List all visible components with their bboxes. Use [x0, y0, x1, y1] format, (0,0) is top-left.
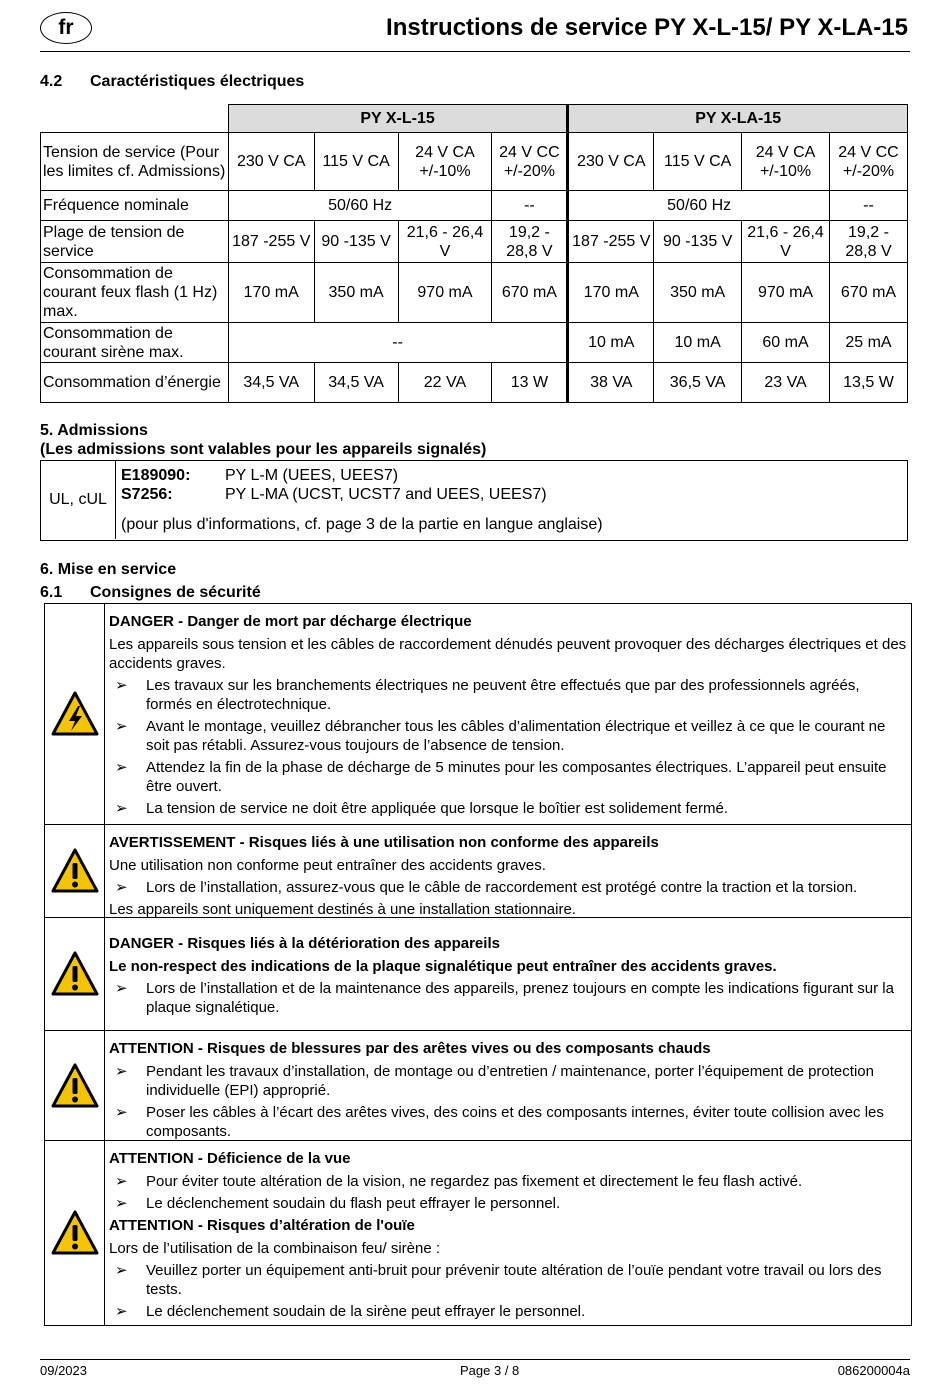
safety-notices-table — [44, 603, 912, 1326]
list-item — [109, 799, 907, 818]
table-row — [41, 363, 908, 403]
bullet-arrow-icon: ➢ — [115, 718, 128, 735]
table-cell: 22 VA — [398, 363, 492, 403]
table-cell: 24 V CC +/-20% — [829, 133, 907, 191]
bullet-text: La tension de service ne doit être appliquée que lorsque le boîtier est solidement fermé. — [146, 800, 729, 817]
electric-hazard-icon — [51, 690, 99, 738]
safety-outro: Les appareils sont uniquement destinés à une installation stationnaire. — [109, 901, 576, 918]
row-label: Tension de service (Pour les limites cf. Admissions) — [41, 133, 229, 191]
general-warning-icon — [51, 1209, 99, 1257]
table-cell: 21,6 - 26,4 V — [398, 221, 492, 263]
list-item — [109, 758, 907, 796]
list-item — [109, 1261, 907, 1299]
safety-intro: Une utilisation non conforme peut entraîner des accidents graves. — [109, 857, 546, 874]
bullet-arrow-icon: ➢ — [115, 1063, 128, 1080]
bullet-text: Pendant les travaux d’installation, de montage ou d’entretien / maintenance, porter l’équipement de protection individuelle (EPI) approprié. — [146, 1063, 874, 1099]
table-cell: 170 mA — [568, 263, 654, 323]
bullet-arrow-icon: ➢ — [115, 1262, 128, 1279]
bullet-text: Pour éviter toute altération de la vision, ne regardez pas fixement et directement le feu flash activé. — [146, 1173, 803, 1190]
table-cell: 670 mA — [829, 263, 907, 323]
electrical-specs-table — [40, 104, 908, 403]
list-item — [109, 979, 907, 1017]
safety-text — [105, 825, 911, 917]
table-cell: 24 V CA +/-10% — [398, 133, 492, 191]
row-label: Plage de tension de service — [41, 221, 229, 263]
safety-row — [45, 604, 911, 824]
table-cell: 970 mA — [398, 263, 492, 323]
safety-text — [105, 604, 911, 824]
table-cell: 19,2 - 28,8 V — [829, 221, 907, 263]
admission-text: PY L-M (UEES, UEES7) — [225, 467, 399, 484]
table-cell: 23 VA — [742, 363, 830, 403]
list-item — [109, 1302, 907, 1321]
section-number: 4.2 — [40, 73, 63, 90]
table-cell: 670 mA — [492, 263, 568, 323]
admission-entry — [121, 486, 547, 504]
bullet-text: Attendez la fin de la phase de décharge de 5 minutes pour les composantes électriques. L’appareil peut ensuite être ouvert. — [146, 759, 887, 795]
table-cell: 38 VA — [568, 363, 654, 403]
bullet-arrow-icon: ➢ — [115, 1195, 128, 1212]
admissions-subtitle: (Les admissions sont valables pour les appareils signalés) — [40, 441, 487, 458]
safety-intro: Lors de l’utilisation de la combinaison feu/ sirène : — [109, 1240, 441, 1257]
admission-text: PY L-MA (UCST, UCST7 and UEES, UEES7) — [225, 486, 547, 503]
table-cell: -- — [829, 191, 907, 221]
table-row — [41, 263, 908, 323]
safety-intro: Le non-respect des indications de la plaque signalétique peut entraîner des accidents graves. — [109, 958, 777, 975]
table-cell: 25 mA — [829, 323, 907, 363]
table-cell: 970 mA — [742, 263, 830, 323]
table-cell: 34,5 VA — [228, 363, 314, 403]
table-cell: 13 W — [492, 363, 568, 403]
safety-icon-cell — [45, 918, 105, 1030]
table-row — [41, 133, 908, 191]
admission-code: S7256: — [121, 486, 173, 503]
page-footer — [40, 1359, 910, 1381]
safety-row — [45, 917, 911, 1030]
list-item — [109, 1172, 907, 1191]
list-item — [109, 1062, 907, 1100]
bullet-arrow-icon: ➢ — [115, 879, 128, 896]
group-header-la: PY X-LA-15 — [568, 105, 908, 133]
table-cell: 230 V CA — [568, 133, 654, 191]
safety-title: DANGER - Danger de mort par décharge électrique — [109, 613, 472, 630]
bullet-arrow-icon: ➢ — [115, 1104, 128, 1121]
safety-title: ATTENTION - Risques de blessures par des arêtes vives ou des composants chauds — [109, 1040, 711, 1057]
table-cell: -- — [228, 323, 568, 363]
table-cell: 230 V CA — [228, 133, 314, 191]
row-label: Consommation de courant sirène max. — [41, 323, 229, 363]
admission-entry — [121, 467, 398, 485]
section-6-heading: 6. Mise en service — [40, 561, 177, 578]
list-item — [109, 676, 907, 714]
page-header — [40, 10, 910, 52]
bullet-arrow-icon: ➢ — [115, 800, 128, 817]
table-cell: 34,5 VA — [314, 363, 398, 403]
table-cell: 350 mA — [314, 263, 398, 323]
table-cell: 90 -135 V — [314, 221, 398, 263]
safety-row — [45, 1140, 911, 1325]
table-cell: 187 -255 V — [228, 221, 314, 263]
table-cell: 24 V CC +/-20% — [492, 133, 568, 191]
table-cell: 60 mA — [742, 323, 830, 363]
safety-icon-cell — [45, 1031, 105, 1140]
list-item — [109, 1194, 907, 1213]
table-header-row — [41, 105, 908, 133]
safety-text — [105, 1031, 911, 1140]
safety-row — [45, 824, 911, 917]
table-cell: 19,2 - 28,8 V — [492, 221, 568, 263]
safety-title: ATTENTION - Déficience de la vue — [109, 1150, 351, 1167]
safety-title: ATTENTION - Risques d’altération de l'ouïe — [109, 1217, 415, 1234]
bullet-text: Les travaux sur les branchements électriques ne peuvent être effectués que par des professionnels agréés, formés en électrotechnique. — [146, 677, 860, 713]
table-cell: 50/60 Hz — [228, 191, 492, 221]
safety-icon-cell — [45, 604, 105, 824]
document-title: Instructions de service PY X-L-15/ PY X-LA-15 — [386, 14, 908, 41]
list-item — [109, 1103, 907, 1141]
table-cell: 24 V CA +/-10% — [742, 133, 830, 191]
empty-corner — [41, 105, 229, 133]
safety-icon-cell — [45, 1141, 105, 1325]
table-cell: 10 mA — [568, 323, 654, 363]
table-row — [41, 323, 908, 363]
footer-page-number: Page 3 / 8 — [460, 1363, 520, 1378]
table-row — [41, 191, 908, 221]
safety-intro: Les appareils sous tension et les câbles de raccordement dénudés peuvent provoquer des décharges électriques et des accidents graves. — [109, 636, 907, 672]
language-badge: fr — [40, 12, 92, 44]
bullet-arrow-icon: ➢ — [115, 980, 128, 997]
section-6-1-heading — [40, 584, 261, 602]
safety-row — [45, 1030, 911, 1140]
table-cell: 13,5 W — [829, 363, 907, 403]
safety-title: DANGER - Risques liés à la détérioration des appareils — [109, 935, 500, 952]
bullet-arrow-icon: ➢ — [115, 759, 128, 776]
section-number: 6.1 — [40, 584, 63, 601]
table-cell: 170 mA — [228, 263, 314, 323]
table-cell: 187 -255 V — [568, 221, 654, 263]
section-title: Consignes de sécurité — [90, 584, 261, 601]
admissions-box — [40, 460, 908, 541]
table-cell: 115 V CA — [654, 133, 742, 191]
section-title: Caractéristiques électriques — [90, 73, 305, 90]
general-warning-icon — [51, 1062, 99, 1110]
section-4-2-heading — [40, 73, 304, 91]
table-cell: 90 -135 V — [654, 221, 742, 263]
footer-document-code: 086200004a — [837, 1363, 910, 1378]
bullet-arrow-icon: ➢ — [115, 677, 128, 694]
section-5-heading: 5. Admissions — [40, 422, 148, 439]
bullet-text: Lors de l’installation, assurez-vous que le câble de raccordement est protégé contre la traction et la torsion. — [146, 879, 858, 896]
table-cell: 10 mA — [654, 323, 742, 363]
bullet-text: Avant le montage, veuillez débrancher tous les câbles d’alimentation électrique et veillez à ce que le courant ne soit pas rétabli. Assurez-vous toujours de l’absence de tension. — [146, 718, 886, 754]
admissions-note: (pour plus d'informations, cf. page 3 de la partie en langue anglaise) — [121, 516, 603, 533]
row-label: Consommation d’énergie — [41, 363, 229, 403]
general-warning-icon — [51, 950, 99, 998]
footer-date: 09/2023 — [40, 1363, 87, 1378]
admission-code: E189090: — [121, 467, 191, 484]
safety-text — [105, 1141, 911, 1325]
bullet-text: Poser les câbles à l’écart des arêtes vives, des coins et des composants internes, éviter toute collision avec les composants. — [146, 1104, 884, 1140]
table-cell: 36,5 VA — [654, 363, 742, 403]
safety-text — [105, 918, 911, 1030]
bullet-arrow-icon: ➢ — [115, 1303, 128, 1320]
bullet-arrow-icon: ➢ — [115, 1173, 128, 1190]
list-item — [109, 717, 907, 755]
general-warning-icon — [51, 847, 99, 895]
safety-icon-cell — [45, 825, 105, 917]
group-header-l: PY X-L-15 — [228, 105, 568, 133]
table-cell: 350 mA — [654, 263, 742, 323]
table-cell: 115 V CA — [314, 133, 398, 191]
bullet-text: Le déclenchement soudain de la sirène peut effrayer le personnel. — [146, 1303, 586, 1320]
table-row — [41, 221, 908, 263]
row-label: Consommation de courant feux flash (1 Hz) max. — [41, 263, 229, 323]
bullet-text: Le déclenchement soudain du flash peut effrayer le personnel. — [146, 1195, 561, 1212]
bullet-text: Lors de l’installation et de la maintenance des appareils, prenez toujours en compte les indications figurant sur la plaque signalétique. — [146, 980, 894, 1016]
table-cell: 50/60 Hz — [568, 191, 830, 221]
certification-label: UL, cUL — [41, 461, 116, 539]
bullet-text: Veuillez porter un équipement anti-bruit pour prévenir toute altération de l’ouïe pendant votre travail ou lors des tests. — [146, 1262, 882, 1298]
table-cell: -- — [492, 191, 568, 221]
list-item — [109, 878, 907, 897]
row-label: Fréquence nominale — [41, 191, 229, 221]
safety-title: AVERTISSEMENT - Risques liés à une utilisation non conforme des appareils — [109, 834, 659, 851]
table-cell: 21,6 - 26,4 V — [742, 221, 830, 263]
